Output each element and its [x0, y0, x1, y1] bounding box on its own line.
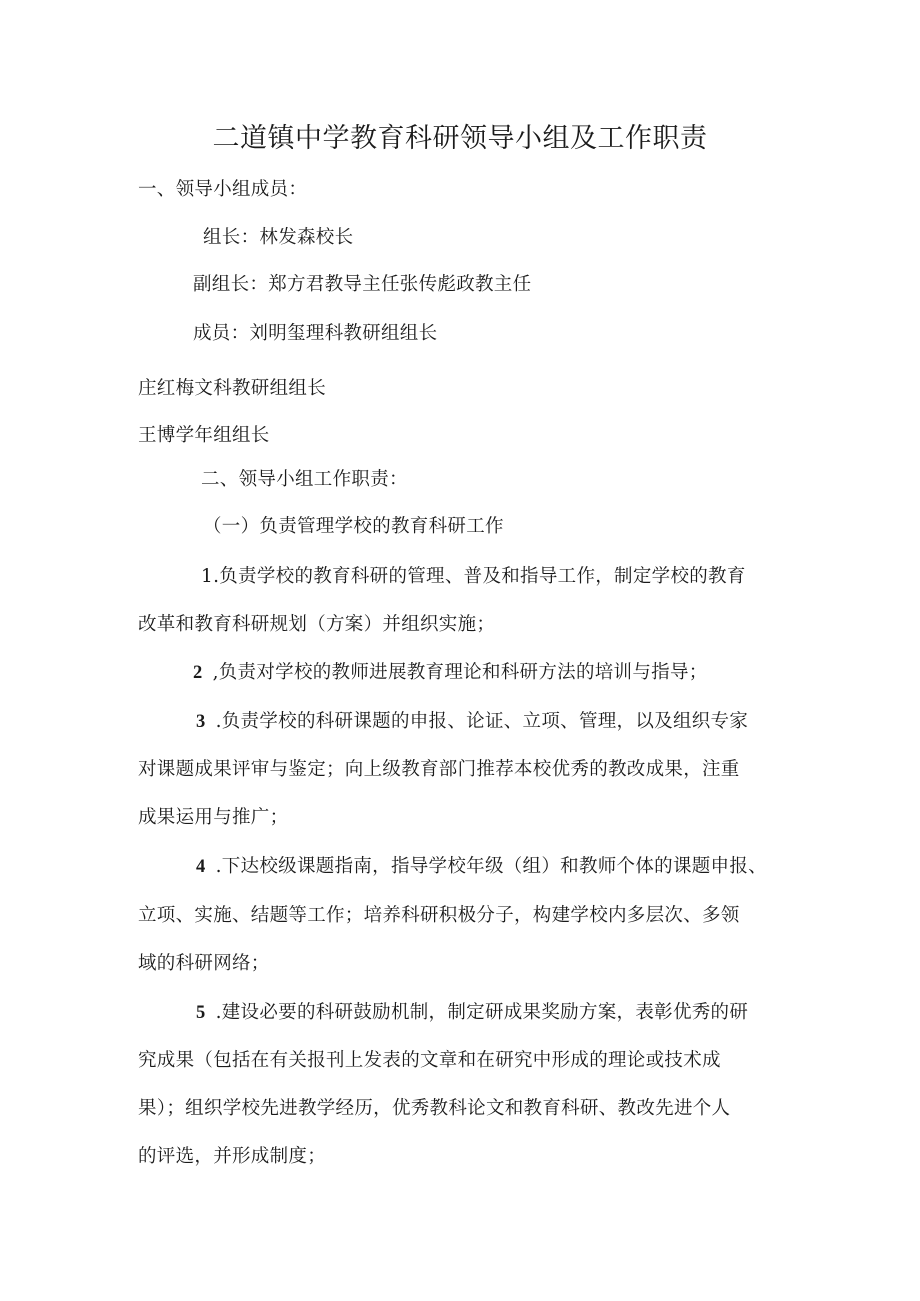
item5-line3: 果）；组织学校先进教学经历，优秀教科论文和教育科研、教改先进个人 [138, 1098, 731, 1119]
item5-line1 [196, 1001, 748, 1025]
member-line-2: 庄红梅文科教研组组长 [138, 378, 327, 399]
item5-number: 5 [196, 1003, 206, 1023]
item3-line2: 对课题成果评审与鉴定；向上级教育部门推荐本校优秀的教改成果，注重 [138, 759, 740, 780]
members-line: 成员：刘明玺理科教研组组长 [193, 323, 438, 344]
document-title: 二道镇中学教育科研领导小组及工作职责 [212, 123, 708, 154]
item2-line1 [193, 661, 708, 685]
item3-text: .负责学校的科研课题的申报、论证、立项、管理，以及组织专家 [215, 711, 749, 732]
section2-heading: 二、领导小组工作职责： [201, 469, 408, 490]
member-line-3: 王博学年组组长 [138, 425, 270, 446]
item2-number: 2 [193, 663, 203, 683]
item1-line2: 改革和教育科研规划（方案）并组织实施； [138, 614, 496, 635]
item4-line3: 域的科研网络； [138, 953, 270, 974]
item5-text: .建设必要的科研鼓励机制，制定研成果奖励方案，表彰优秀的研 [215, 1002, 749, 1023]
deputy-line: 副组长：郑方君教导主任张传彪政教主任 [193, 274, 532, 295]
item4-line2: 立项、实施、结题等工作；培养科研积极分子，构建学校内多层次、多领 [138, 905, 740, 926]
item1-line1: 1.负责学校的教育科研的管理、普及和指导工作，制定学校的教育 [201, 566, 746, 587]
item3-line3: 成果运用与推广； [138, 807, 289, 828]
item3-number: 3 [196, 712, 206, 732]
section2-subheading: （一）负责管理学校的教育科研工作 [203, 516, 504, 537]
item4-line1 [196, 855, 767, 879]
item4-number: 4 [196, 857, 206, 877]
item4-text: .下达校级课题指南，指导学校年级（组）和教师个体的课题申报、 [215, 856, 767, 877]
item5-line2: 究成果（包括在有关报刊上发表的文章和在研究中形成的理论或技术成 [138, 1050, 721, 1071]
item2-text: ,负责对学校的教师进展教育理论和科研方法的培训与指导； [212, 662, 708, 683]
leader-line: 组长：林发森校长 [203, 227, 354, 248]
item5-line4: 的评选，并形成制度； [138, 1146, 327, 1167]
section1-heading: 一、领导小组成员： [138, 179, 308, 200]
item3-line1 [196, 710, 748, 734]
